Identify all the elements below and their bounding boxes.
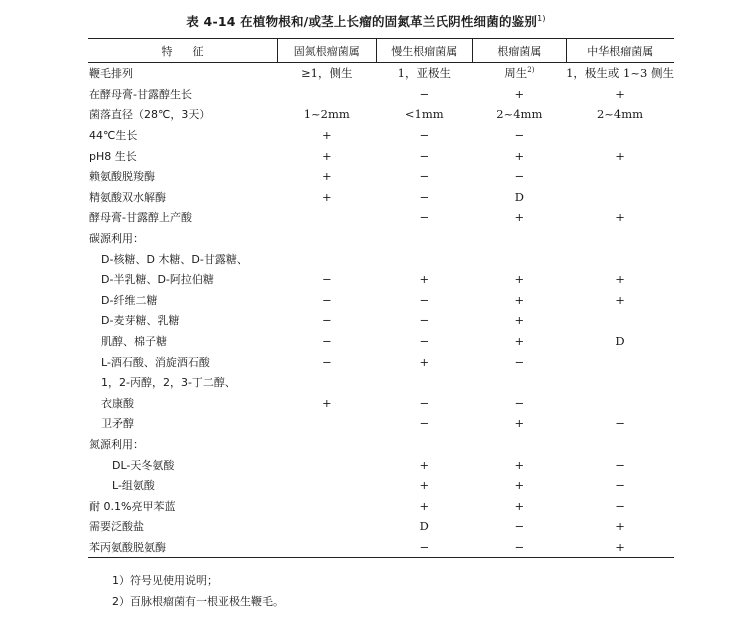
value-cell — [278, 475, 376, 496]
value-cell: <1mm — [404, 107, 444, 122]
feature-cell: 卫矛醇 — [101, 417, 134, 431]
feature-cell: D-麦芽糖、乳糖 — [101, 314, 180, 328]
table-body — [88, 63, 674, 558]
value-cell: − — [419, 86, 430, 101]
feature-cell: 酵母膏-甘露醇上产酸 — [89, 211, 192, 225]
table-row — [88, 393, 674, 414]
feature-cell: 耐 0.1%亮甲苯蓝 — [89, 499, 176, 513]
table-row — [88, 413, 674, 434]
value-cell — [278, 248, 376, 269]
value-cell — [278, 454, 376, 475]
header-feature: 特征 — [88, 39, 278, 63]
value-cell: − — [419, 210, 430, 225]
table-row — [88, 125, 674, 146]
table-row — [88, 187, 674, 208]
footnote-ref: 2) — [527, 66, 535, 75]
value-cell: + — [321, 148, 332, 163]
value-cell — [278, 84, 376, 105]
value-cell: + — [615, 272, 625, 287]
header-rhizobium: 根瘤菌属 — [473, 39, 566, 63]
value-cell: − — [321, 334, 332, 349]
value-cell — [278, 413, 376, 434]
value-cell: 1，极生或 1~3 侧生 — [566, 66, 674, 81]
table-row — [88, 454, 674, 475]
table-title: 表 4-14 在植物根和/或茎上长瘤的固氮革兰氏阴性细菌的鉴别$^{1)}$ — [186, 13, 546, 29]
value-cell: 1，亚极生 — [397, 66, 451, 81]
value-cell: + — [321, 128, 332, 143]
value-cell — [376, 248, 473, 269]
value-cell — [566, 310, 674, 331]
value-cell — [566, 166, 674, 187]
value-cell — [473, 248, 566, 269]
value-cell: − — [615, 457, 625, 472]
value-cell: − — [514, 395, 525, 410]
value-cell: + — [514, 313, 525, 328]
footnotes — [112, 572, 284, 614]
table-row — [88, 207, 674, 228]
table-row — [88, 331, 674, 352]
value-cell: − — [514, 354, 525, 369]
value-cell — [278, 495, 376, 516]
value-cell: + — [321, 395, 332, 410]
feature-cell: L-组氨酸 — [112, 479, 155, 493]
value-cell: + — [321, 189, 332, 204]
value-cell: + — [514, 334, 525, 349]
value-cell: − — [376, 537, 473, 558]
value-cell — [566, 187, 674, 208]
value-cell: + — [615, 210, 625, 225]
value-cell: − — [615, 416, 625, 431]
feature-cell: 鞭毛排列 — [89, 67, 133, 81]
feature-cell: 44℃生长 — [89, 129, 138, 143]
value-cell: + — [419, 354, 430, 369]
feature-cell: pH8 生长 — [89, 149, 137, 163]
feature-cell: L-酒石酸、消旋酒石酸 — [101, 355, 210, 369]
value-cell: + — [615, 86, 625, 101]
value-cell — [278, 434, 376, 455]
value-cell: − — [321, 313, 332, 328]
value-cell: − — [419, 169, 430, 184]
value-cell: D — [615, 334, 625, 349]
value-cell: + — [419, 498, 430, 513]
table-row — [88, 372, 674, 393]
value-cell: − — [615, 478, 625, 493]
value-cell: 周生$^{2)}$ — [504, 66, 535, 81]
feature-cell: D-核糖、D 木糖、D-甘露糖、 — [101, 252, 248, 266]
table-row — [88, 434, 674, 455]
value-cell: − — [514, 519, 525, 534]
value-cell: − — [321, 354, 332, 369]
table-row — [88, 84, 674, 105]
value-cell — [278, 537, 376, 558]
feature-cell: 1，2-丙醇，2，3-丁二醇、 — [101, 376, 236, 390]
feature-cell: 赖氨酸脱羧酶 — [89, 170, 155, 184]
value-cell: − — [419, 148, 430, 163]
feature-cell: 精氨酸双水解酶 — [89, 190, 166, 204]
value-cell: − — [419, 395, 430, 410]
feature-cell: DL-天冬氨酸 — [112, 458, 175, 472]
value-cell: − — [615, 498, 625, 513]
feature-cell: 在酵母膏-甘露醇生长 — [89, 87, 192, 101]
value-cell — [376, 228, 473, 249]
value-cell — [473, 434, 566, 455]
value-cell: − — [419, 292, 430, 307]
value-cell: − — [419, 416, 430, 431]
table-row — [88, 351, 674, 372]
value-cell: D — [419, 519, 429, 534]
value-cell: − — [514, 128, 525, 143]
value-cell: + — [514, 498, 525, 513]
value-cell — [566, 228, 674, 249]
footnote-1: 1）符号见使用说明； — [112, 574, 218, 587]
value-cell: − — [419, 128, 430, 143]
table-row — [88, 248, 674, 269]
table-row — [88, 537, 674, 558]
value-cell: ≥1，侧生 — [301, 66, 353, 81]
value-cell — [566, 434, 674, 455]
value-cell — [566, 351, 674, 372]
value-cell: + — [514, 210, 525, 225]
feature-cell: 菌落直径（28℃，3天） — [89, 108, 211, 122]
value-cell: − — [419, 313, 430, 328]
table-row — [88, 63, 674, 84]
value-cell: + — [419, 272, 430, 287]
table-row — [88, 104, 674, 125]
feature-cell: 苯丙氨酸脱氨酶 — [88, 537, 278, 558]
table-row — [88, 310, 674, 331]
value-cell: + — [615, 148, 625, 163]
table-row — [88, 290, 674, 311]
value-cell: 2~4mm — [596, 107, 644, 122]
value-cell: + — [615, 292, 625, 307]
table-row — [88, 516, 674, 537]
value-cell — [566, 393, 674, 414]
value-cell: + — [419, 478, 430, 493]
value-cell: − — [419, 189, 430, 204]
feature-cell: D-纤维二糖 — [101, 293, 158, 307]
value-cell: − — [514, 169, 525, 184]
value-cell: + — [615, 519, 625, 534]
value-cell: 1~2mm — [303, 107, 350, 122]
value-cell: + — [514, 457, 525, 472]
feature-cell: 肌醇、棉子糖 — [101, 335, 167, 349]
value-cell: D — [514, 189, 524, 204]
value-cell: 2~4mm — [496, 107, 543, 122]
value-cell — [278, 372, 376, 393]
value-cell: + — [419, 457, 430, 472]
value-cell: + — [514, 478, 525, 493]
table-row — [88, 145, 674, 166]
value-cell: + — [514, 292, 525, 307]
feature-cell: D-半乳糖、D-阿拉伯糖 — [101, 273, 214, 287]
value-cell: + — [514, 416, 525, 431]
value-cell — [473, 228, 566, 249]
footnote-2: 2）百脉根瘤菌有一根亚极生鞭毛。 — [112, 595, 284, 608]
identification-table — [88, 38, 674, 558]
value-cell — [473, 372, 566, 393]
value-cell: + — [566, 537, 674, 558]
header-sinorhizobium: 中华根瘤菌属 — [566, 39, 674, 63]
value-cell — [278, 516, 376, 537]
header-bradyrhizobium: 慢生根瘤菌属 — [376, 39, 473, 63]
feature-cell: 碳源利用： — [89, 232, 144, 246]
table-row — [88, 166, 674, 187]
value-cell — [566, 125, 674, 146]
value-cell: + — [321, 169, 332, 184]
value-cell: − — [473, 537, 566, 558]
feature-cell: 需要泛酸盐 — [89, 520, 144, 534]
feature-cell: 衣康酸 — [101, 396, 134, 410]
value-cell — [376, 434, 473, 455]
table-row — [88, 269, 674, 290]
table-row — [88, 495, 674, 516]
value-cell — [566, 372, 674, 393]
value-cell: − — [321, 292, 332, 307]
value-cell — [566, 248, 674, 269]
value-cell: − — [419, 334, 430, 349]
value-cell: + — [514, 272, 525, 287]
feature-cell: 氮源利用： — [89, 437, 144, 451]
value-cell: + — [514, 86, 525, 101]
value-cell: − — [321, 272, 332, 287]
header-azorhizobium: 固氮根瘤菌属 — [278, 39, 376, 63]
value-cell — [278, 207, 376, 228]
value-cell: + — [514, 148, 525, 163]
value-cell — [376, 372, 473, 393]
table-row — [88, 228, 674, 249]
table-row — [88, 475, 674, 496]
value-cell — [278, 228, 376, 249]
header-row — [88, 39, 674, 63]
